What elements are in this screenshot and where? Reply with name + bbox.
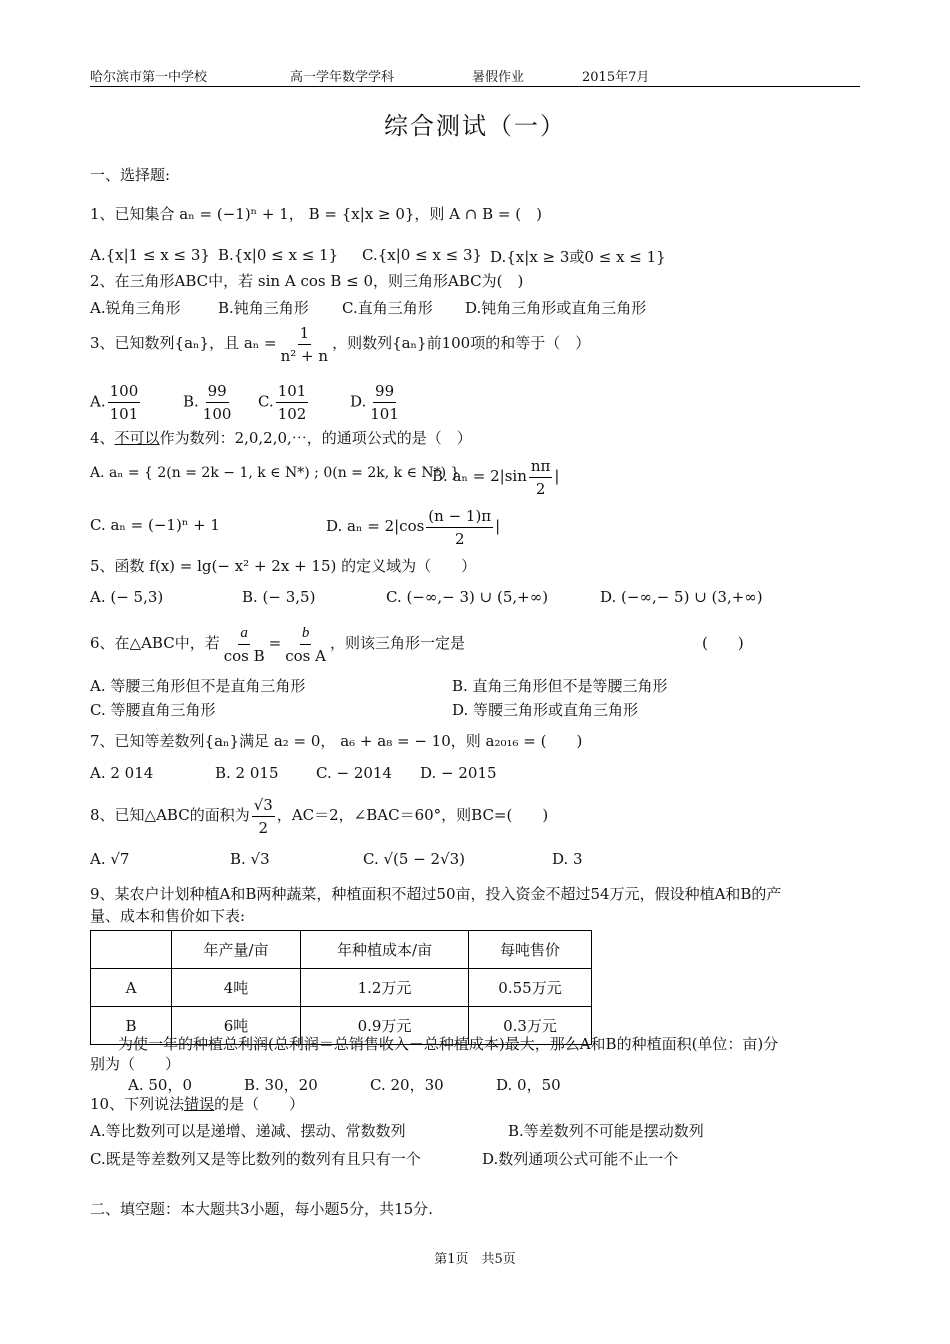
q3-c-num: 101 [276, 380, 309, 403]
q7-option-a: A. 2 014 [90, 764, 154, 782]
table-cell: 0.55万元 [469, 969, 592, 1007]
q3-c-den: 102 [277, 405, 307, 423]
q3-fraction [279, 322, 330, 367]
q4-b-den: 2 [535, 479, 546, 498]
q3-option-b [183, 380, 235, 425]
q4-b-pre: B. aₙ = 2|sin [432, 467, 527, 485]
q9-stem-line3: 为使一年的种植总利润(总利润＝总销售收入－总种植成本)最大，那么A和B的种植面积(单位：亩)分 [118, 1035, 779, 1053]
table-header-cell: 每吨售价 [469, 931, 592, 969]
q9-stem-line4: 别为（ ） [90, 1055, 181, 1073]
q3-d-label: D. [350, 392, 367, 411]
q8-option-b: B. √3 [230, 850, 270, 868]
q9-option-a: A. 50，0 [128, 1076, 192, 1094]
q3-b-den: 100 [202, 405, 232, 423]
q6-f1-den: cos B [223, 646, 265, 665]
q3-stem [90, 320, 590, 367]
q8-frac-den: 2 [258, 818, 269, 837]
q4-d-num: (n − 1)π [426, 505, 493, 528]
table-cell: 0.3万元 [469, 1007, 592, 1045]
q2-option-a: A.锐角三角形 [90, 299, 181, 317]
q3-a-label: A. [90, 392, 106, 411]
q3-option-c [258, 380, 310, 425]
header-date: 2015年7月 [582, 70, 650, 85]
q3-frac-den: n² + n [280, 346, 329, 365]
q9-option-c: C. 20，30 [370, 1076, 444, 1094]
q4-stem-underlined: 不可以 [114, 429, 160, 447]
q3-d-den: 101 [370, 405, 399, 423]
q6-eq: = [268, 634, 282, 652]
q4-d-pre: D. aₙ = 2|cos [326, 517, 425, 535]
table-cell: 1.2万元 [301, 969, 469, 1007]
table-header-cell [91, 931, 172, 969]
q3-stem-b: ，则数列{aₙ}前100项的和等于（ ） [332, 334, 591, 352]
q2-option-b: B.钝角三角形 [218, 299, 309, 317]
q10-stem [90, 1094, 304, 1114]
section-2-heading: 二、填空题：本大题共3小题，每小题5分，共15分. [90, 1200, 433, 1218]
q9-option-d: D. 0，50 [496, 1076, 561, 1094]
table-cell: B [91, 1007, 172, 1045]
table-cell: 0.9万元 [301, 1007, 469, 1045]
q8-stem-b: ，AC＝2，∠BAC＝60°，则BC=( ) [276, 806, 549, 824]
q8-frac-num: √3 [252, 794, 275, 817]
q4-d-den: 2 [454, 529, 465, 548]
q10-option-c: C.既是等差数列又是等比数列的数列有且只有一个 [90, 1150, 421, 1168]
q6-option-b: B. 直角三角形但不是等腰三角形 [452, 677, 668, 695]
q9-option-b: B. 30，20 [244, 1076, 318, 1094]
q3-b-num: 99 [206, 380, 229, 403]
q1-option-d: D.{x|x ≥ 3或0 ≤ x ≤ 1} [490, 248, 666, 266]
q4-stem-post: 作为数列：2,0,2,0,⋯，的通项公式的是（ ） [159, 429, 472, 447]
q4-b-num: nπ [529, 455, 553, 478]
table-header-cell: 年种植成本/亩 [301, 931, 469, 969]
q4-option-b: B. aₙ = 2|sin $\frac{n\pi}{2}$ | [432, 456, 560, 498]
q9-table [90, 930, 592, 1045]
q6-f2-den: cos A [285, 646, 326, 665]
q7-stem: 7、已知等差数列{aₙ}满足 a₂ = 0， a₆ + a₈ = − 10，则 a₂₀₁₆ = ( ) [90, 732, 583, 750]
table-cell: 6吨 [172, 1007, 301, 1045]
q8-stem-a: 8、已知△ABC的面积为 [90, 806, 250, 824]
q3-stem-a: 3、已知数列{aₙ}，且 aₙ = [90, 334, 277, 352]
q7-option-b: B. 2 015 [215, 764, 279, 782]
q4-option-d: D. aₙ = 2|cos $\frac{(n - 1)\pi}{2}$ | [326, 506, 501, 548]
q3-option-a [90, 380, 142, 425]
q3-d-num: 99 [373, 380, 396, 403]
header-rule [90, 86, 860, 87]
header-school: 哈尔滨市第一中学校 [90, 70, 208, 85]
q9-stem-line1: 9、某农户计划种植A和B两种蔬菜，种植面积不超过50亩，投入资金不超过54万元，假设种植A和B的产 [90, 885, 782, 903]
q4-stem [90, 428, 472, 448]
q6-stem-b: ，则该三角形一定是 [329, 634, 465, 652]
q6-f2-num: b [300, 622, 312, 645]
q6-answer-paren: ( ) [702, 634, 744, 652]
q6-option-a: A. 等腰三角形但不是直角三角形 [90, 677, 306, 695]
q3-a-num: 100 [108, 380, 141, 403]
page-title: 综合测试（一） [384, 112, 566, 140]
q10-stem-post: 的是（ ） [214, 1095, 305, 1113]
q2-stem: 2、在三角形ABC中，若 sin A cos B ≤ 0，则三角形ABC为( ) [90, 272, 524, 290]
q10-option-d: D.数列通项公式可能不止一个 [482, 1150, 679, 1168]
table-cell: A [91, 969, 172, 1007]
q3-b-label: B. [183, 392, 199, 411]
q1-option-b: B.{x|0 ≤ x ≤ 1} [218, 246, 339, 264]
q7-option-d: D. − 2015 [420, 764, 497, 782]
header-type: 暑假作业 [472, 70, 525, 85]
q7-option-c: C. − 2014 [316, 764, 392, 782]
q5-option-c: C. (−∞,− 3) ∪ (5,+∞) [386, 588, 549, 606]
q3-option-d [350, 380, 403, 425]
q10-option-b: B.等差数列不可能是摆动数列 [508, 1122, 704, 1140]
q6-option-c: C. 等腰直角三角形 [90, 701, 216, 719]
q1-option-c: C.{x|0 ≤ x ≤ 3} [362, 246, 483, 264]
q1-stem: 1、已知集合 aₙ = (−1)ⁿ + 1， B = {x|x ≥ 0}，则 A ∩ B = ( ) [90, 205, 542, 223]
q6-f1-num: a [238, 622, 250, 645]
q8-option-d: D. 3 [552, 850, 583, 868]
q6-option-d: D. 等腰三角形或直角三角形 [452, 701, 639, 719]
q8-option-a: A. √7 [90, 850, 130, 868]
q3-c-label: C. [258, 392, 274, 411]
table-cell: 4吨 [172, 969, 301, 1007]
q2-option-d: D.钝角三角形或直角三角形 [465, 299, 647, 317]
q10-stem-underlined: 错误 [184, 1095, 215, 1113]
q3-frac-num: 1 [298, 322, 312, 345]
q5-stem: 5、函数 f(x) = lg(− x² + 2x + 15) 的定义域为（ ） [90, 557, 477, 575]
page-footer: 第1页 共5页 [434, 1252, 516, 1267]
q8-stem [90, 792, 548, 839]
q10-option-a: A.等比数列可以是递增、递减、摆动、常数数列 [90, 1122, 406, 1140]
q5-option-b: B. (− 3,5) [242, 588, 316, 606]
header-subject: 高一学年数学学科 [290, 70, 395, 85]
q4-stem-pre: 4、 [90, 429, 115, 447]
q9-stem-line2: 量、成本和售价如下表: [90, 907, 246, 925]
q6-stem [90, 620, 465, 667]
q2-option-c: C.直角三角形 [342, 299, 433, 317]
q6-stem-a: 6、在△ABC中，若 [90, 634, 220, 652]
q5-option-d: D. (−∞,− 5) ∪ (3,+∞) [600, 588, 763, 606]
section-1-heading: 一、选择题: [90, 166, 171, 184]
table-row [91, 969, 592, 1007]
q1-option-a: A.{x|1 ≤ x ≤ 3} [90, 246, 210, 264]
table-header-row [91, 931, 592, 969]
q8-option-c: C. √(5 − 2√3) [363, 850, 466, 868]
q3-a-den: 101 [109, 405, 139, 423]
q5-option-a: A. (− 5,3) [90, 588, 164, 606]
q10-stem-pre: 10、下列说法 [90, 1095, 185, 1113]
q4-option-c: C. aₙ = (−1)ⁿ + 1 [90, 516, 220, 534]
table-header-cell: 年产量/亩 [172, 931, 301, 969]
q4-option-a: A. aₙ = { 2(n = 2k − 1, k ∈ N*) ; 0(n = 2k, k ∈ N*) } [90, 465, 460, 481]
